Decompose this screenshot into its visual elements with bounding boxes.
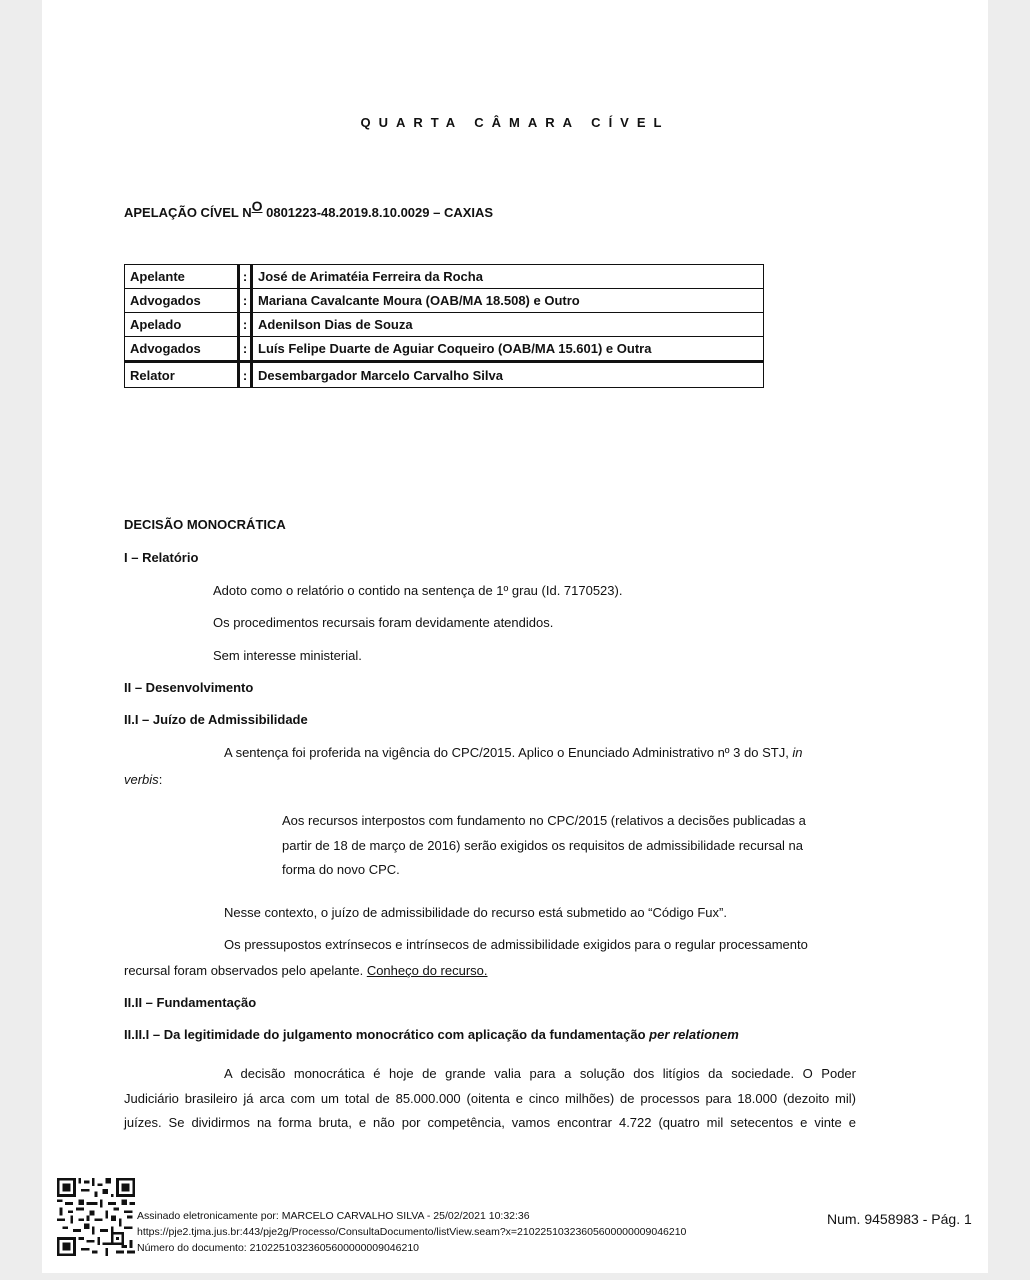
quote-line: forma do novo CPC.: [282, 862, 400, 877]
party-sep: :: [239, 313, 252, 337]
party-sep: :: [239, 265, 252, 289]
quote-line: partir de 18 de março de 2016) serão exigidos os requisitos de admissibilidade recursal na: [282, 838, 804, 853]
party-role: Advogados: [125, 289, 239, 313]
paragraph: [224, 1061, 856, 1086]
latin-term: verbis: [124, 772, 159, 787]
chamber-title: QUARTA CÂMARA CÍVEL: [360, 115, 670, 130]
party-role: Advogados: [125, 337, 239, 362]
document-url[interactable]: https://pje2.tjma.jus.br:443/pje2g/Processo/ConsultaDocumento/listView.seam?x=21022510323605600000009046210: [137, 1226, 687, 1238]
party-name: Mariana Cavalcante Moura (OAB/MA 18.508) e Outro: [252, 289, 764, 313]
table-row: [125, 289, 764, 313]
paragraph: Adoto como o relatório o contido na sentença de 1º grau (Id. 7170523).: [213, 583, 623, 598]
latin-term: per relationem: [649, 1027, 739, 1042]
paragraph-line: A decisão monocrática é hoje de grande valia para a solução dos litígios da sociedade. O Poder: [224, 1066, 856, 1081]
subsection-heading: II.I – Juízo de Admissibilidade: [124, 712, 308, 727]
party-name: José de Arimatéia Ferreira da Rocha: [252, 265, 764, 289]
party-name: Desembargador Marcelo Carvalho Silva: [252, 362, 764, 388]
party-role: Apelante: [125, 265, 239, 289]
paragraph: [124, 963, 488, 978]
table-row: [125, 313, 764, 337]
case-number: 0801223-48.2019.8.10.0029 – CAXIAS: [262, 205, 494, 220]
paragraph: Os procedimentos recursais foram devidamente atendidos.: [213, 615, 554, 630]
paragraph: Nesse contexto, o juízo de admissibilidade do recurso está submetido ao “Código Fux”.: [224, 905, 727, 920]
subsection-heading: II.II – Fundamentação: [124, 995, 257, 1010]
paragraph-text: A sentença foi proferida na vigência do CPC/2015. Aplico o Enunciado Administrativo nº 3 do STJ,: [224, 745, 793, 760]
case-sup: O: [251, 198, 263, 214]
party-sep: :: [239, 337, 252, 362]
signature-line: Assinado eletronicamente por: MARCELO CARVALHO SILVA - 25/02/2021 10:32:36: [137, 1210, 530, 1222]
party-sep: :: [239, 289, 252, 313]
paragraph: [124, 1086, 856, 1111]
case-prefix: APELAÇÃO CÍVEL N: [124, 205, 252, 220]
party-name: Luís Felipe Duarte de Aguiar Coqueiro (OAB/MA 15.601) e Outra: [252, 337, 764, 362]
decision-title: DECISÃO MONOCRÁTICA: [124, 517, 286, 532]
paragraph-line: Judiciário brasileiro já arca com um total de 85.000.000 (oitenta e cinco milhões) de processos para 18.000 (dezoito mil): [124, 1091, 856, 1106]
quote-line: Aos recursos interpostos com fundamento no CPC/2015 (relativos a decisões publicadas a: [282, 813, 806, 828]
section-heading: II – Desenvolvimento: [124, 680, 254, 695]
party-role: Apelado: [125, 313, 239, 337]
table-row: [125, 265, 764, 289]
parties-table: [124, 264, 764, 388]
section-heading: I – Relatório: [124, 550, 199, 565]
document-page: [42, 0, 988, 1273]
paragraph: [224, 745, 803, 760]
party-sep: :: [239, 362, 252, 388]
paragraph: [124, 772, 162, 787]
paragraph: Os pressupostos extrínsecos e intrínsecos de admissibilidade exigidos para o regular processamento: [224, 937, 808, 952]
page-number: Num. 9458983 - Pág. 1: [827, 1211, 972, 1227]
party-name: Adenilson Dias de Souza: [252, 313, 764, 337]
subsection-heading: [124, 1027, 739, 1042]
paragraph-text: :: [158, 772, 163, 787]
document-number: Número do documento: 21022510323605600000009046210: [137, 1242, 419, 1254]
underlined-conclusion: Conheço do recurso.: [366, 963, 488, 978]
table-row: [125, 337, 764, 362]
paragraph-text: recursal foram observados pelo apelante.: [124, 963, 367, 978]
party-role: Relator: [125, 362, 239, 388]
qr-code-icon: [56, 1178, 136, 1256]
paragraph: [124, 1110, 856, 1135]
subsection-text: II.II.I – Da legitimidade do julgamento monocrático com aplicação da fundamentação: [124, 1027, 650, 1042]
paragraph: Sem interesse ministerial.: [213, 648, 362, 663]
latin-term: in: [792, 745, 803, 760]
paragraph-line: juízes. Se dividirmos na forma bruta, e não por competência, vamos encontrar 4.722 (quatro mil setecentos e vinte e: [124, 1115, 856, 1130]
case-title: [124, 198, 493, 220]
table-row: [125, 362, 764, 388]
